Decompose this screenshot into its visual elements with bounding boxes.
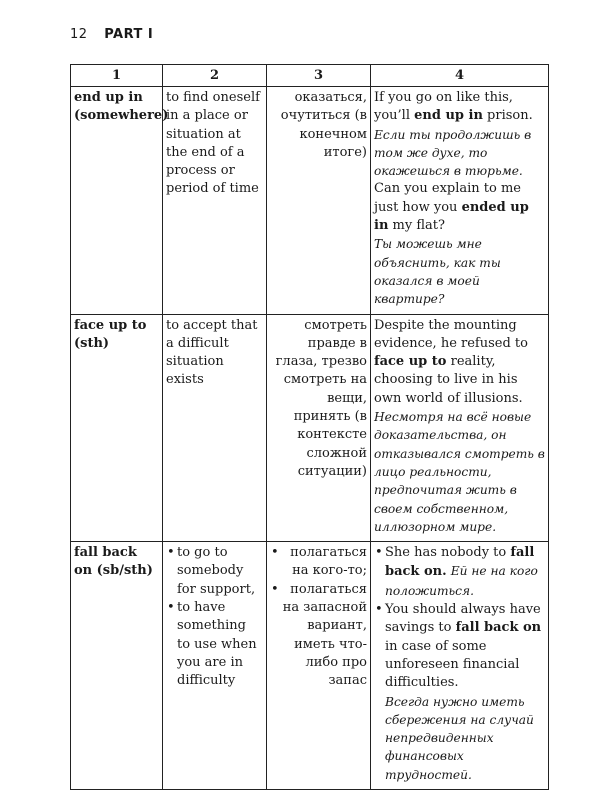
translation-cell: оказаться, очутиться (в конечном итоге) [267,87,371,315]
column-header: 2 [163,65,267,87]
example-ru: Ей не на кого положиться. [385,564,538,598]
translation-cell [267,542,371,790]
list-item: • to have something to use when you are in difficulty [166,599,263,690]
page-header [70,27,153,42]
column-header: 3 [267,65,371,87]
example-en: If you go on like this, you’ll end up in prison. [374,90,533,124]
example-ru: Несмотря на всё новые доказательства, он отказывался смотреть в лицо реальности, предпочитая жить в своем собственном, иллюзорном мире. [374,410,545,534]
list-item: • to go to somebody for support, [166,544,263,599]
example-ru: Всегда нужно иметь сбережения на случай непредвиденных финансовых трудностей. [385,694,534,782]
example-cell [371,314,549,542]
definition-cell: to accept that a difficult situation exists [163,314,267,542]
column-header: 1 [71,65,163,87]
table-row [71,314,549,542]
example-en: Despite the mounting evidence, he refused to face up to reality, choosing to live in his own world of illusions. [374,317,528,406]
example-cell [371,87,549,315]
table-row [71,87,549,315]
list-item: • полагаться на запасной вариант, иметь что-либо про запас [270,581,367,691]
phrase-cell: fall back on (sb/sth) [71,542,163,790]
table-row [71,542,549,790]
example-cell [371,542,549,790]
phrase-cell: end up in (somewhere) [71,87,163,315]
column-header: 4 [371,65,549,87]
table-header-row [71,65,549,87]
page-number: 12 [70,27,88,42]
phrasal-verbs-table [70,64,549,790]
part-label: PART I [104,27,154,42]
definition-cell [163,542,267,790]
phrase-cell: face up to (sth) [71,314,163,542]
example-ru: Ты можешь мне объяснить, как ты оказался в моей квартире? [374,237,501,307]
example-ru: Если ты продолжишь в том же духе, то окажешься в тюрьме. [374,127,532,179]
example-en: Can you explain to me just how you ended up in my flat? [374,181,529,234]
list-item: • You should always have savings to fall back on in case of some unforeseen financial difficulties. Всегда нужно иметь сбережения на случай непредвиденных финансовых трудностей. [374,601,545,784]
list-item: • She has nobody to fall back on. Ей не на кого положиться. [374,544,545,601]
definition-cell: to find oneself in a place or situation at the end of a process or period of time [163,87,267,315]
translation-cell: смотреть правде в глаза, трезво смотреть на вещи, принять (в контексте сложной ситуации) [267,314,371,542]
list-item: • полагаться на кого-то; [270,544,367,581]
